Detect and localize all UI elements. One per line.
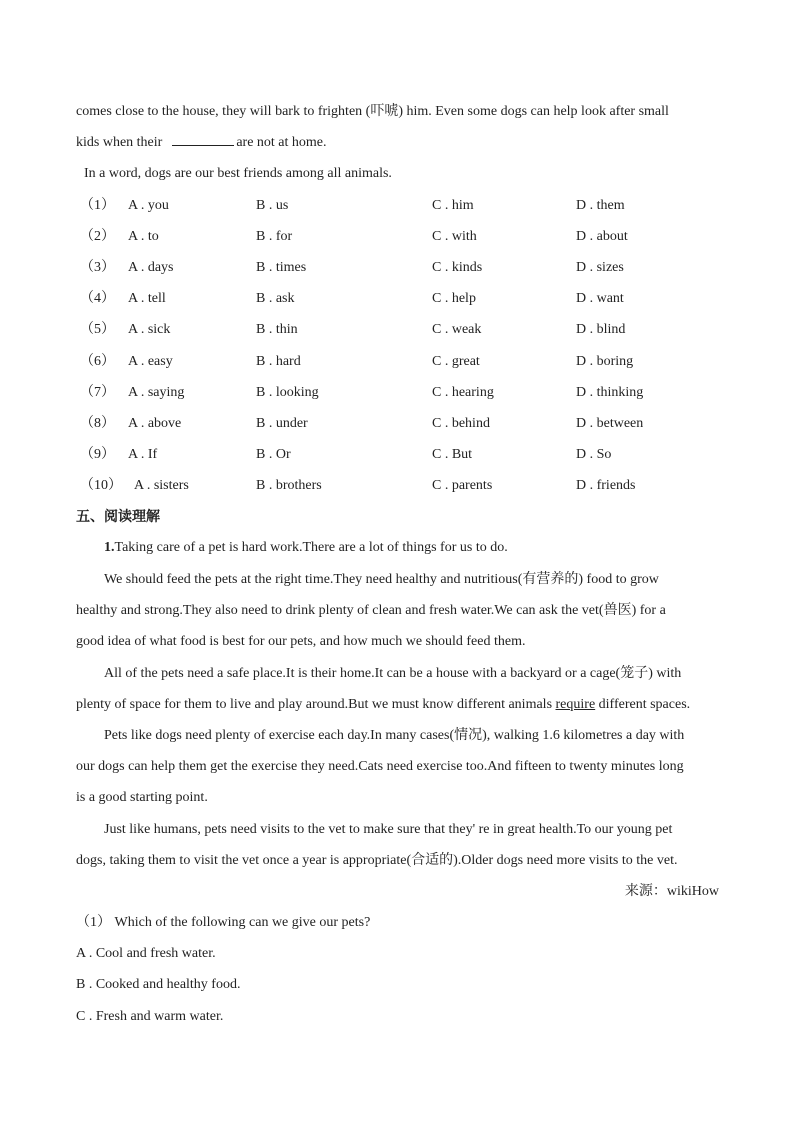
option-d[interactable]: D . them [576, 198, 625, 213]
option-a[interactable]: A . you [128, 198, 169, 213]
option-c[interactable]: C . hearing [432, 385, 494, 400]
section-title: 五、阅读理解 [76, 509, 160, 525]
option-b[interactable]: B . brothers [256, 478, 322, 493]
passage-line: In a word, dogs are our best friends among all animals. [84, 166, 392, 181]
passage-line: We should feed the pets at the right time.They need healthy and nutritious(有营养的) food to grow [104, 572, 659, 587]
option-a[interactable]: A . days [128, 260, 174, 275]
option-c[interactable]: C . help [432, 291, 476, 306]
question-number: （5） [80, 322, 115, 337]
option-b[interactable]: B . looking [256, 385, 319, 400]
option-row [76, 445, 736, 465]
passage-line: healthy and strong.They also need to drink plenty of clean and fresh water.We can ask the vet(兽医) for a [76, 603, 666, 618]
passage-text: Taking care of a pet is hard work.There are a lot of things for us to do. [114, 540, 508, 555]
option-b[interactable]: B . thin [256, 322, 298, 337]
option-b[interactable]: B . hard [256, 354, 301, 369]
passage-line [76, 133, 327, 153]
option-row [76, 289, 736, 309]
passage-text: kids when their [76, 135, 163, 150]
option-b[interactable]: B . ask [256, 291, 295, 306]
option-b[interactable]: B . under [256, 416, 308, 431]
option-d[interactable]: D . between [576, 416, 644, 431]
option-a[interactable]: A . easy [128, 354, 173, 369]
question-number: （4） [80, 291, 115, 306]
option-d[interactable]: D . thinking [576, 385, 644, 400]
option-c[interactable]: C . kinds [432, 260, 483, 275]
option-c[interactable]: C . with [432, 229, 477, 244]
option-d[interactable]: D . friends [576, 478, 636, 493]
option-c[interactable]: C . behind [432, 416, 490, 431]
question-number: 1. [104, 540, 115, 555]
option-c[interactable]: C . But [432, 447, 473, 462]
passage-line: Pets like dogs need plenty of exercise each day.In many cases(情况), walking 1.6 kilometres a day with [104, 728, 685, 743]
passage-line: our dogs can help them get the exercise they need.Cats need exercise too.And fifteen to twenty minutes long [76, 759, 684, 774]
option-row [76, 476, 736, 496]
option-a[interactable]: A . saying [128, 385, 185, 400]
option-a[interactable]: A . to [128, 229, 159, 244]
passage-line: Just like humans, pets need visits to the vet to make sure that they' re in great health.To our young pet [104, 822, 673, 837]
question-number: （6） [80, 354, 115, 369]
option-row [76, 258, 736, 278]
passage-text: are not at home. [236, 135, 327, 150]
underlined-word: require [555, 697, 596, 712]
option-d[interactable]: D . want [576, 291, 624, 306]
passage-line [104, 538, 508, 558]
option-d[interactable]: D . blind [576, 322, 626, 337]
option-row [76, 414, 736, 434]
answer-blank[interactable] [172, 133, 234, 146]
question-number: （9） [80, 447, 115, 462]
option-d[interactable]: D . about [576, 229, 628, 244]
option-a[interactable]: A . tell [128, 291, 166, 306]
passage-line: good idea of what food is best for our pets, and how much we should feed them. [76, 634, 526, 649]
option-d[interactable]: D . boring [576, 354, 634, 369]
option-b[interactable]: B . for [256, 229, 293, 244]
option-c[interactable]: C . great [432, 354, 480, 369]
option-row [76, 196, 736, 216]
answer-option-b[interactable]: B . Cooked and healthy food. [76, 977, 241, 992]
option-b[interactable]: B . us [256, 198, 289, 213]
question-number: （8） [80, 416, 115, 431]
option-c[interactable]: C . parents [432, 478, 493, 493]
option-c[interactable]: C . him [432, 198, 474, 213]
question-number: （1） [80, 198, 115, 213]
option-row [76, 227, 736, 247]
question-number: （10） [80, 478, 122, 493]
option-a[interactable]: A . above [128, 416, 182, 431]
option-a[interactable]: A . If [128, 447, 158, 462]
option-a[interactable]: A . sisters [134, 478, 189, 493]
passage-text: plenty of space for them to live and play around.But we must know different animals [76, 697, 553, 712]
option-c[interactable]: C . weak [432, 322, 482, 337]
passage-line: comes close to the house, they will bark to frighten (吓唬) him. Even some dogs can help look after small [76, 104, 669, 119]
source-credit: 来源：wikiHow [624, 884, 719, 899]
passage-line [76, 695, 690, 715]
passage-line: is a good starting point. [76, 790, 208, 805]
option-b[interactable]: B . Or [256, 447, 291, 462]
question-number: （7） [80, 385, 115, 400]
option-d[interactable]: D . sizes [576, 260, 624, 275]
option-b[interactable]: B . times [256, 260, 307, 275]
option-row [76, 352, 736, 372]
question-number: （3） [80, 260, 115, 275]
answer-option-a[interactable]: A . Cool and fresh water. [76, 946, 216, 961]
passage-text: different spaces. [598, 697, 691, 712]
option-row [76, 383, 736, 403]
question-number: （2） [80, 229, 115, 244]
passage-line: dogs, taking them to visit the vet once a year is appropriate(合适的).Older dogs need more visits to the vet. [76, 853, 678, 868]
question-stem: （1） Which of the following can we give our pets? [76, 915, 371, 930]
option-row [76, 320, 736, 340]
option-a[interactable]: A . sick [128, 322, 171, 337]
answer-option-c[interactable]: C . Fresh and warm water. [76, 1009, 224, 1024]
option-d[interactable]: D . So [576, 447, 612, 462]
passage-line: All of the pets need a safe place.It is their home.It can be a house with a backyard or a cage(笼子) with [104, 666, 682, 681]
